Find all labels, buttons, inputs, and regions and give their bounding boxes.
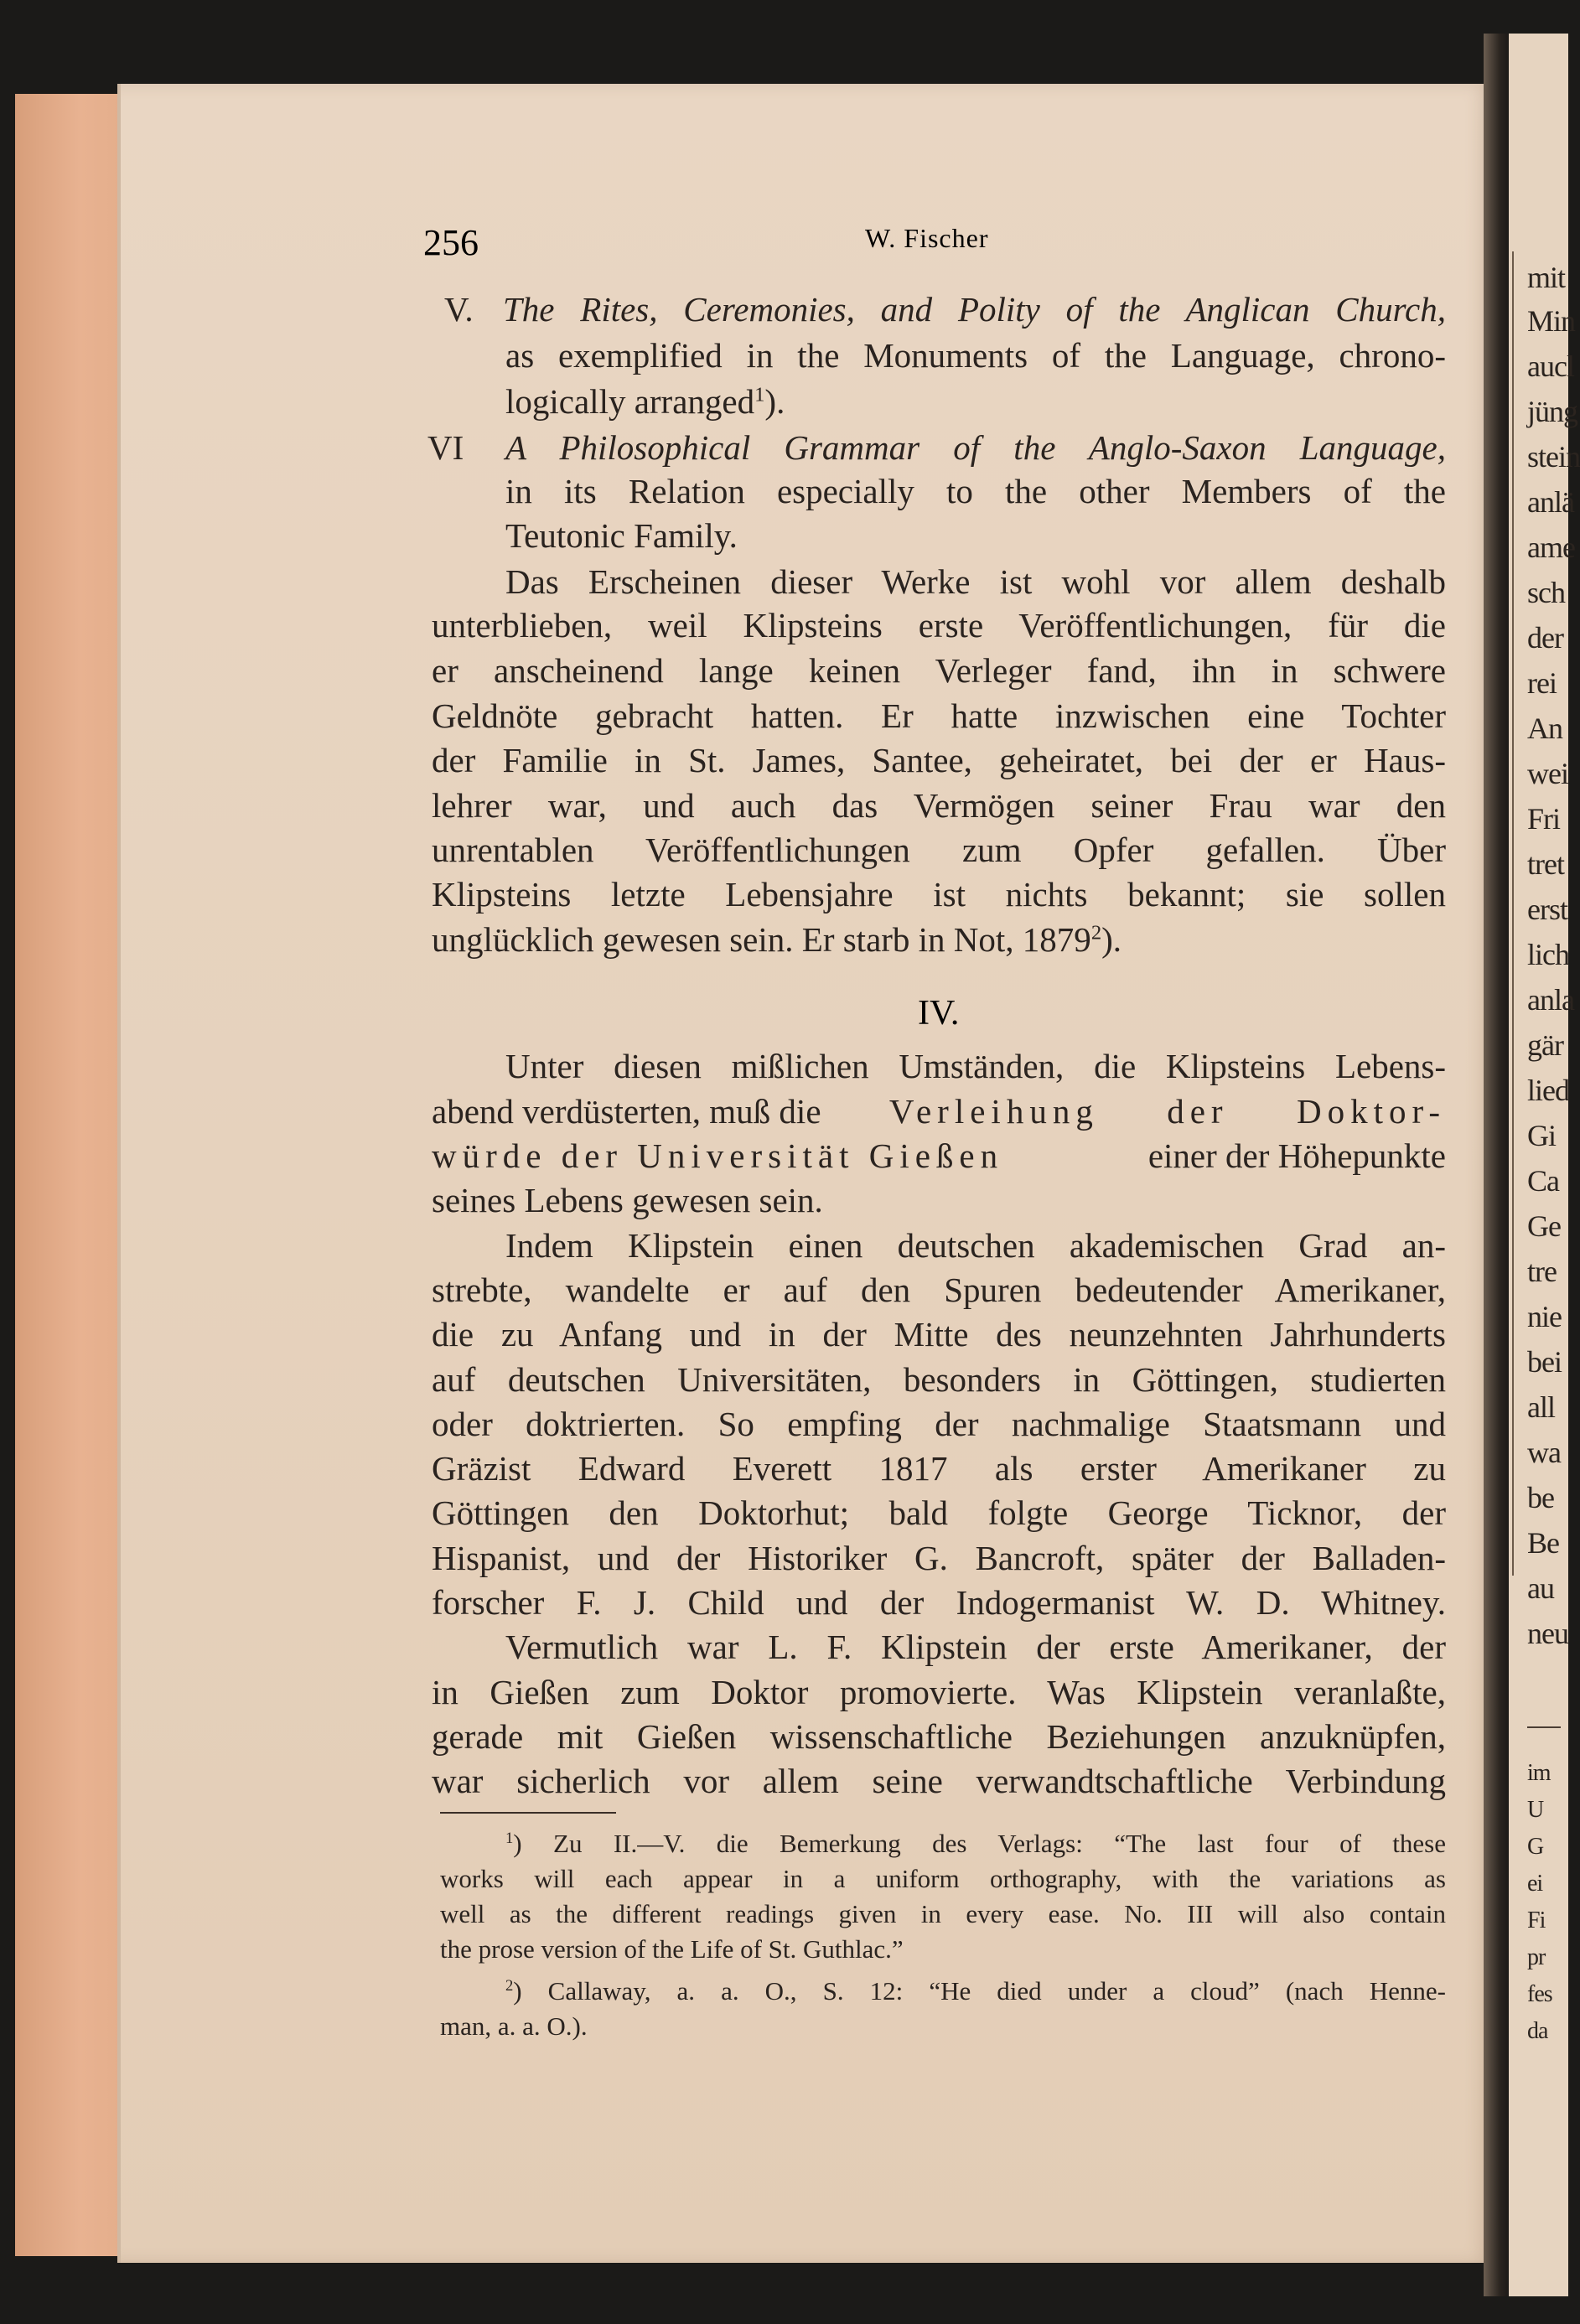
next-page-word: Ge [1527, 1209, 1561, 1243]
next-page-word: be [1527, 1481, 1554, 1514]
list-item-label: VI [427, 428, 464, 467]
next-page-word: tret [1527, 847, 1564, 881]
footnote-rule [440, 1812, 616, 1814]
next-page-word: all [1527, 1390, 1555, 1424]
next-page-footnote-rule [1527, 1726, 1561, 1728]
next-page-word: An [1527, 712, 1562, 745]
next-page-footnote-word: G [1527, 1834, 1544, 1860]
footnote-line: man, a. a. O.). [440, 2011, 588, 2041]
next-page-word: neu [1527, 1617, 1568, 1650]
paragraph-line: Das Erscheinen dieser Werke ist wohl vor allem deshalb [505, 562, 1446, 601]
list-item-line [505, 381, 785, 422]
next-page-footnote-word: Fi [1527, 1907, 1546, 1933]
next-page-word: gär [1527, 1028, 1563, 1062]
footnote-ref: 1 [754, 383, 765, 406]
paragraph-line: seines Lebens gewesen sein. [432, 1181, 823, 1219]
paragraph-line: lehrer war, und auch das Vermögen seiner Frau war den [432, 786, 1446, 825]
footnote-text: ) Callaway, a. a. O., S. 12: “He died under a cloud” (nach Henne- [513, 1976, 1446, 2006]
next-page-footnote-word: ei [1527, 1871, 1543, 1897]
spaced-text: Doktor- [1297, 1092, 1446, 1131]
next-page-fragment [1509, 34, 1580, 2296]
paragraph-line [432, 919, 1122, 960]
list-item-line: Teutonic Family. [505, 516, 738, 555]
next-page-word: der [1527, 621, 1563, 655]
list-item-line: as exemplified in the Monuments of the Language, chrono- [505, 336, 1446, 375]
footnote-line [505, 1827, 1446, 1861]
paragraph-line: war sicherlich vor allem seine verwandtschaftliche Verbindung [432, 1762, 1446, 1800]
footnote-line: works will each appear in a uniform orthography, with the variations as [440, 1864, 1446, 1893]
next-page-word: wa [1527, 1436, 1561, 1469]
next-page-word: Min [1527, 304, 1576, 338]
footnote-line: the prose version of the Life of St. Guthlac.” [440, 1934, 904, 1964]
list-item-text: logically arranged [505, 382, 755, 421]
paragraph-text: ). [1101, 920, 1122, 959]
page-header [0, 216, 1568, 263]
next-page-word: lich [1527, 938, 1569, 971]
list-item-line: in its Relation especially to the other Members of the [505, 472, 1446, 510]
next-page-word: Gi [1527, 1119, 1556, 1152]
next-page-word: erst [1527, 893, 1567, 926]
paragraph-line: die zu Anfang und in der Mitte des neunzehnten Jahrhunderts [432, 1315, 1446, 1354]
next-page-word: lied [1527, 1074, 1569, 1107]
list-item-text: ). [764, 382, 785, 421]
book-gutter [1484, 34, 1510, 2296]
paragraph-line: unterblieben, weil Klipsteins erste Veröffentlichungen, für die [432, 606, 1446, 644]
paragraph-line: der Familie in St. James, Santee, geheiratet, bei der er Haus- [432, 741, 1446, 779]
next-page-rule [1512, 251, 1514, 1576]
next-page-word: rei [1527, 666, 1557, 700]
list-item-label: V. [444, 290, 474, 329]
spaced-text: würde der Universität Gießen [432, 1136, 1004, 1175]
next-page-word: mit [1527, 261, 1566, 294]
paragraph-line: Gräzist Edward Everett 1817 als erster Amerikaner zu [432, 1449, 1446, 1488]
paragraph-line: Vermutlich war L. F. Klipstein der erste Amerikaner, der [505, 1628, 1446, 1666]
next-page-footnote-word: im [1527, 1760, 1551, 1786]
section-heading: IV. [918, 994, 960, 1033]
footnote-text: ) Zu II.—V. die Bemerkung des Verlags: “The last four of these [513, 1829, 1446, 1858]
footnote-marker: 1 [505, 1829, 514, 1847]
next-page-footnote-word: fes [1527, 1981, 1552, 2007]
next-page-word: jüng [1527, 395, 1578, 428]
next-page-word: Be [1527, 1526, 1559, 1560]
paragraph-line: gerade mit Gießen wissenschaftliche Beziehungen anzuknüpfen, [432, 1717, 1446, 1756]
paragraph-line: unrentablen Veröffentlichungen zum Opfer gefallen. Über [432, 831, 1446, 869]
footnote-line: well as the different readings given in every ease. No. III will also contain [440, 1899, 1446, 1928]
spaced-text: Verleihung [888, 1092, 1099, 1131]
list-item-title: A Philosophical Grammar of the Anglo-Saxon Language, [505, 428, 1446, 467]
next-page-word: anlä [1527, 485, 1574, 519]
page-edge [117, 84, 121, 2263]
paragraph-line: er anscheinend lange keinen Verleger fand, ihn in schwere [432, 651, 1446, 690]
spaced-text: der [1167, 1092, 1229, 1131]
footnote-marker: 2 [505, 1976, 514, 1995]
paragraph-line: auf deutschen Universitäten, besonders in Göttingen, studierten [432, 1360, 1446, 1399]
next-page-word: ame [1527, 531, 1575, 564]
paragraph-line: strebte, wandelte er auf den Spuren bedeutender Amerikaner, [432, 1271, 1446, 1309]
paragraph-line [432, 1136, 1446, 1176]
paragraph-line: Klipsteins letzte Lebensjahre ist nichts bekannt; sie sollen [432, 875, 1446, 914]
next-page-word: tre [1527, 1255, 1557, 1288]
next-page-word: anla [1527, 983, 1574, 1017]
next-page-footnote-word: U [1527, 1797, 1544, 1823]
paragraph-line: Geldnöte gebracht hatten. Er hatte inzwischen eine Tochter [432, 696, 1446, 735]
next-page-footnote-word: pr [1527, 1944, 1546, 1970]
book-edge [15, 94, 132, 2256]
next-page-word: au [1527, 1571, 1554, 1605]
next-page-footnote-word: da [1527, 2018, 1548, 2044]
paragraph-line: in Gießen zum Doktor promovierte. Was Klipstein veranlaßte, [432, 1673, 1446, 1711]
paragraph-text: einer der Höhepunkte [1147, 1136, 1446, 1175]
next-page-word: Ca [1527, 1164, 1559, 1198]
paragraph-line [432, 1091, 1446, 1131]
paragraph-text: abend verdüsterten, muß die [432, 1092, 821, 1131]
next-page-word: aucl [1527, 349, 1574, 383]
paragraph-text: unglücklich gewesen sein. Er starb in Not, 1879 [432, 920, 1091, 959]
page-number: 256 [423, 222, 479, 263]
paragraph-line: Hispanist, und der Historiker G. Bancroft, später der Balladen- [432, 1539, 1446, 1577]
paragraph-line: Indem Klipstein einen deutschen akademischen Grad an- [505, 1226, 1446, 1265]
next-page-word: bei [1527, 1345, 1562, 1379]
next-page-word: stein [1527, 440, 1580, 474]
next-page-word: sch [1527, 576, 1565, 609]
paragraph-line: Göttingen den Doktorhut; bald folgte George Ticknor, der [432, 1493, 1446, 1532]
list-item-title: The Rites, Ceremonies, and Polity of the Anglican Church, [503, 290, 1446, 329]
footnote-line [505, 1975, 1446, 2008]
next-page-word: Fri [1527, 802, 1561, 836]
paragraph-line: oder doktrierten. So empfing der nachmalige Staatsmann und [432, 1405, 1446, 1443]
footnote-ref: 2 [1090, 921, 1102, 945]
paragraph-line: Unter diesen mißlichen Umständen, die Klipsteins Lebens- [505, 1047, 1446, 1085]
running-head: W. Fischer [865, 223, 989, 253]
next-page-word: nie [1527, 1300, 1562, 1333]
paragraph-line: forscher F. J. Child und der Indogermanist W. D. Whitney. [432, 1583, 1446, 1622]
next-page-word: wei [1527, 757, 1568, 790]
